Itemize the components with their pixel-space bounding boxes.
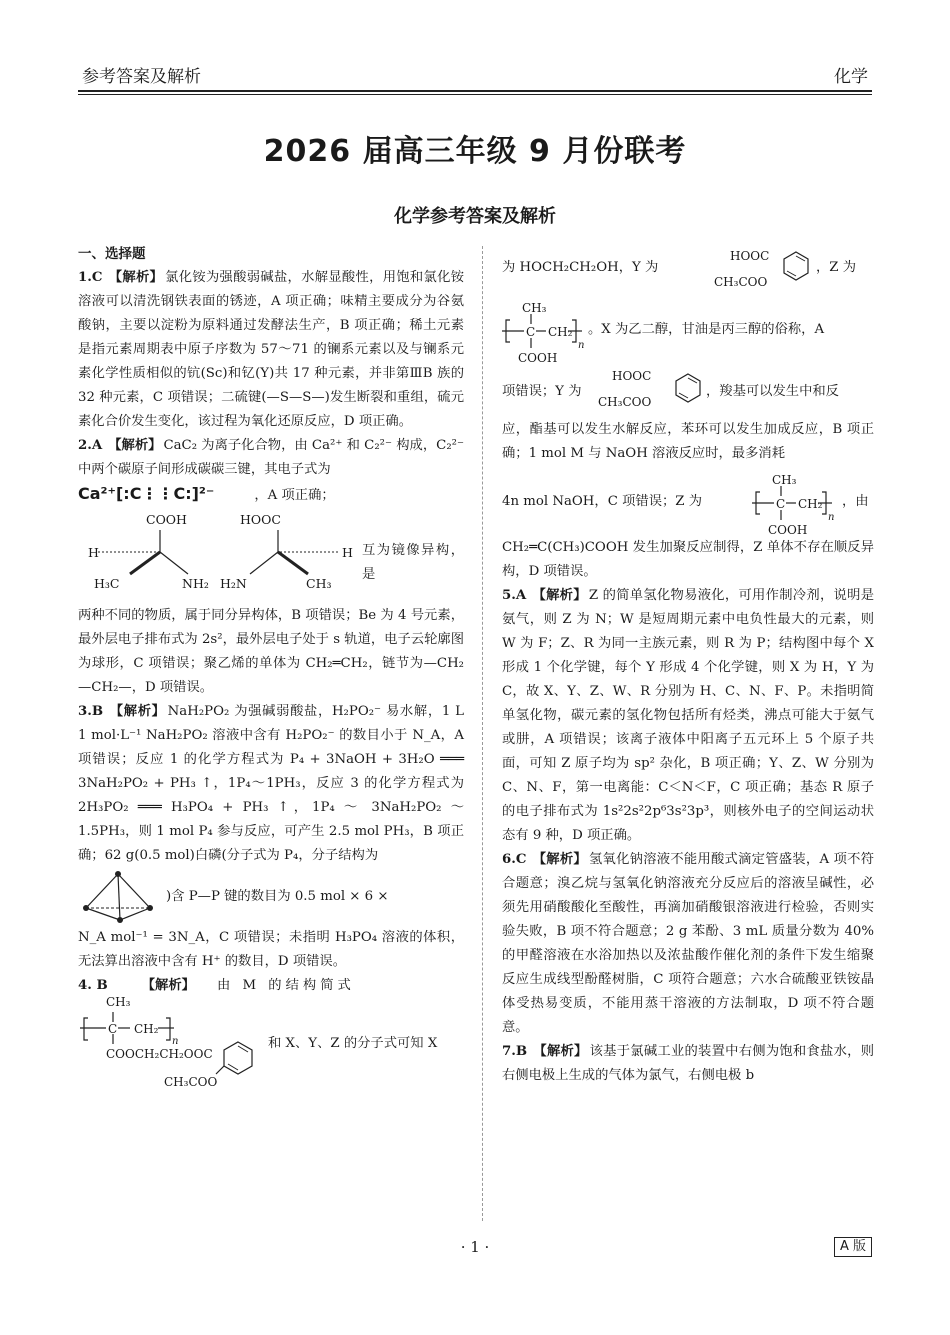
answer-number: 4. B — [78, 978, 108, 993]
q4-y-row — [502, 250, 874, 294]
answer-text: 项错误；Y 为 — [502, 384, 582, 399]
answer-item-5 — [502, 584, 874, 848]
answer-item-3 — [78, 700, 464, 868]
answer-number: 5.A — [502, 588, 527, 603]
z-ch3: CH₃ — [522, 301, 547, 315]
answer-text: 和 X、Y、Z 的分子式可知 X — [268, 1036, 438, 1051]
z2-ch2: CH₂ — [798, 497, 823, 511]
answer-item-7 — [502, 1040, 874, 1088]
version-badge: A 版 — [834, 1237, 872, 1257]
answer-item-2-cont — [78, 604, 464, 700]
header-rule-thick — [78, 90, 872, 92]
analysis-tag: 【解析】 — [532, 588, 587, 603]
answer-item-6 — [502, 848, 874, 1040]
z-ch2: CH₂ — [548, 325, 573, 339]
analysis-tag: 【解析】 — [533, 1044, 588, 1059]
analysis-tag: 【解析】 — [109, 704, 166, 719]
q4-y2-row — [502, 366, 874, 418]
analysis-tag: 【解析】 — [532, 852, 587, 867]
m-acetoxy: CH₃COO — [164, 1075, 218, 1089]
polymer-m-structure — [78, 995, 464, 1096]
header-rule-thin — [78, 94, 872, 95]
answer-number: 7.B — [502, 1044, 528, 1059]
chiral-molecules — [78, 508, 464, 604]
tetrahedron-diagram — [78, 868, 158, 926]
page-title: 2026 届高三年级 9 月份联考 — [263, 134, 687, 169]
answer-text: 4n mol NaOH，C 项错误；Z 为 — [502, 494, 703, 509]
m-ester: COOCH₂CH₂OOC — [106, 1047, 213, 1061]
answer-text: N_A mol⁻¹ = 3N_A，C 项错误；未指明 H₃PO₄ 溶液的体积，无法算出溶液中含有 H⁺ 的数目，D 项错误。 — [78, 930, 464, 969]
answer-text: 氯化铵为强酸弱碱盐，水解显酸性，用饱和氯化铵溶液可以清洗钢铁表面的锈迹，A 项正确；味精主要成分为谷氨酸钠，主要以淀粉为原料通过发酵法生产，B 项正确；稀土元素是指元素周期表中原子序数为 57～71 的镧系元素以及与镧系元素化学性质相似的钪(Sc)和钇(Y)共 17 种元素，并非第ⅢB 族的 32 种元素，C 项错误；二硫键(—S—S—)发生断裂和重组，硫元素化合价发生变化，该过程为氧化还原反应，D 项正确。 — [78, 270, 465, 429]
mol-right-ch3: CH₃ — [306, 576, 332, 591]
answer-number: 2.A — [78, 438, 103, 453]
mol-left-nh2: NH₂ — [182, 576, 209, 591]
answer-item-4-end — [502, 536, 874, 584]
z2-ch3: CH₃ — [772, 473, 797, 487]
z2-c: C — [776, 497, 786, 511]
answer-text: ，羧基可以发生中和反 — [706, 384, 839, 399]
mol-right-hooc: HOOC — [240, 512, 281, 527]
answer-item-2 — [78, 434, 464, 508]
y-hooc: HOOC — [730, 249, 770, 263]
answer-text: ，Z 为 — [816, 260, 857, 275]
right-column — [502, 250, 874, 1088]
answer-text: CaC₂ 为离子化合物，由 Ca²⁺ 和 C₂²⁻ 构成，C₂²⁻ 中两个碳原子间形成碳碳三键，其电子式为 — [78, 438, 465, 477]
answer-text: ，A 项正确； — [254, 488, 335, 503]
m-ch3: CH₃ — [106, 995, 131, 1009]
analysis-tag: 【解析】 — [108, 270, 164, 285]
m-n: n — [172, 1036, 179, 1047]
section-heading: 一、选择题 — [78, 246, 146, 262]
column-divider — [482, 246, 483, 1221]
answer-text: ，由 — [842, 494, 869, 509]
answer-item-3-cont — [78, 926, 464, 974]
z-cooh: COOH — [518, 351, 558, 365]
answer-item-4-cont — [502, 418, 874, 466]
mirror-text: 互为镜像异构，是 — [362, 543, 464, 582]
mol-right-h2n: H₂N — [220, 576, 247, 591]
answer-text: 为 HOCH₂CH₂OH，Y 为 — [502, 260, 659, 275]
mol-right-h: H — [342, 545, 353, 560]
answer-text: 该基于氯碱工业的装置中右侧为饱和食盐水，则右侧电极上生成的气体为氯气，右侧电极 b — [502, 1044, 875, 1083]
answer-item-4 — [78, 974, 464, 998]
z2-n: n — [828, 512, 835, 523]
left-column — [78, 242, 464, 1096]
answer-text: 由 M 的结构简式 — [216, 978, 355, 993]
y-acetoxy: CH₃COO — [714, 275, 768, 289]
header-subject-label: 化学 — [834, 67, 868, 87]
answer-text: 氢氧化钠溶液不能用酸式滴定管盛装，A 项不符合题意；溴乙烷与氢氧化钠溶液充分反应后的溶液呈碱性，必须先用硝酸酸化至酸性，再滴加硝酸银溶液进行检验，否则实验失败，B 项不符合题意；2 g 苯酚、3 mL 质量分数为 40% 的甲醛溶液在水浴加热以及浓盐酸作催化剂的条件下发生缩聚反应生成线型酚醛树脂，C 项符合题意；六水合硫酸亚铁铵晶体受热易变质，不能用蒸干溶液的方法制取，D 项不符合题意。 — [502, 852, 874, 1035]
z-c: C — [526, 325, 536, 339]
q4-z2-row — [502, 466, 874, 536]
page-subtitle: 化学参考答案及解析 — [394, 206, 556, 227]
z-n: n — [578, 340, 585, 351]
mol-left-ch3: H₃C — [94, 576, 120, 591]
answer-text: 。X 为乙二醇，甘油是丙三醇的俗称，A — [588, 322, 825, 337]
q4-z-row — [502, 294, 874, 366]
answer-number: 6.C — [502, 852, 527, 867]
mol-left-h: H — [88, 545, 99, 560]
answer-item-1 — [78, 266, 464, 434]
m-c: C — [108, 1022, 118, 1036]
answer-number: 1.C — [78, 270, 103, 285]
header-left-label: 参考答案及解析 — [82, 67, 201, 87]
page-number: · 1 · — [460, 1238, 490, 1256]
y2-acetoxy: CH₃COO — [598, 395, 652, 409]
answer-text: )含 P—P 键的数目为 0.5 mol × 6 × — [166, 889, 389, 904]
analysis-tag: 【解析】 — [141, 978, 195, 993]
answer-text: CH₂═C(CH₃)COOH 发生加聚反应制得，Z 单体不存在顺反异构，D 项错误。 — [502, 540, 874, 579]
white-phosphorus-row — [78, 868, 464, 926]
answer-text: 应，酯基可以发生水解反应，苯环可以发生加成反应，B 项正确；1 mol M 与 NaOH 溶液反应时，最多消耗 — [502, 422, 874, 461]
answer-number: 3.B — [78, 704, 104, 719]
z2-cooh: COOH — [768, 523, 808, 537]
answer-text: NaH₂PO₂ 为强碱弱酸盐，H₂PO₂⁻ 易水解，1 L 1 mol·L⁻¹ NaH₂PO₂ 溶液中含有 H₂PO₂⁻ 的数目小于 N_A，A 项错误；反应 1 的化学方程式为 P₄ + 3NaOH + 3H₂O ═══ 3NaH₂PO₂ + PH₃ ↑，1P₄～1PH₃，反应 3 的化学方程式为 2H₃PO₂ ═══ H₃PO₄ + PH₃ ↑，1P₄ ～ 3NaH₂PO₂ ～ 1.5PH₃，则 1 mol P₄ 参与反应，可产生 2.5 mol PH₃，B 项正确；62 g(0.5 mol)白磷(分子式为 P₄，分子结构为 — [78, 704, 465, 863]
mol-left-cooh: COOH — [146, 512, 187, 527]
answer-text: 两种不同的物质，属于同分异构体，B 项错误；Be 为 4 号元素，最外层电子排布式为 2s²，最外层电子处于 s 轨道，电子云轮廓图为球形，C 项错误；聚乙烯的单体为 CH₂═CH₂，链节为—CH₂—CH₂—，D 项错误。 — [78, 608, 464, 695]
page-header — [78, 58, 872, 88]
m-ch2: CH₂ — [134, 1022, 159, 1036]
electron-formula: Ca²⁺[:C⋮⋮C:]²⁻ — [78, 484, 215, 503]
analysis-tag: 【解析】 — [108, 438, 162, 453]
y2-hooc: HOOC — [612, 369, 652, 383]
answer-text: Z 的简单氢化物易液化，可用作制冷剂，说明是氨气，则 Z 为 N；W 是短周期元素中电负性最大的元素，则 W 为 F；Z、R 为同一主族元素，则 R 为 P；结构图中每个 X 形成 1 个化学键，每个 Y 形成 4 个化学键，则 X 为 H，Y 为 C，故 X、Y、Z、W、R 分别为 H、C、N、F、P。未指明简单氢化物，碳元素的氢化物包括所有烃类，沸点可能大于氨气或肼，A 项错误；该离子液体中阳离子五元环上 5 个原子共面，可知 Z 原子均为 sp² 杂化，B 项正确；Y、Z、W 分别为 C、N、F，第一电离能：C＜N＜F，C 项正确；基态 R 原子的电子排布式为 1s²2s²2p⁶3s²3p³，则核外电子的空间运动状态有 9 种，D 项正确。 — [502, 588, 875, 843]
